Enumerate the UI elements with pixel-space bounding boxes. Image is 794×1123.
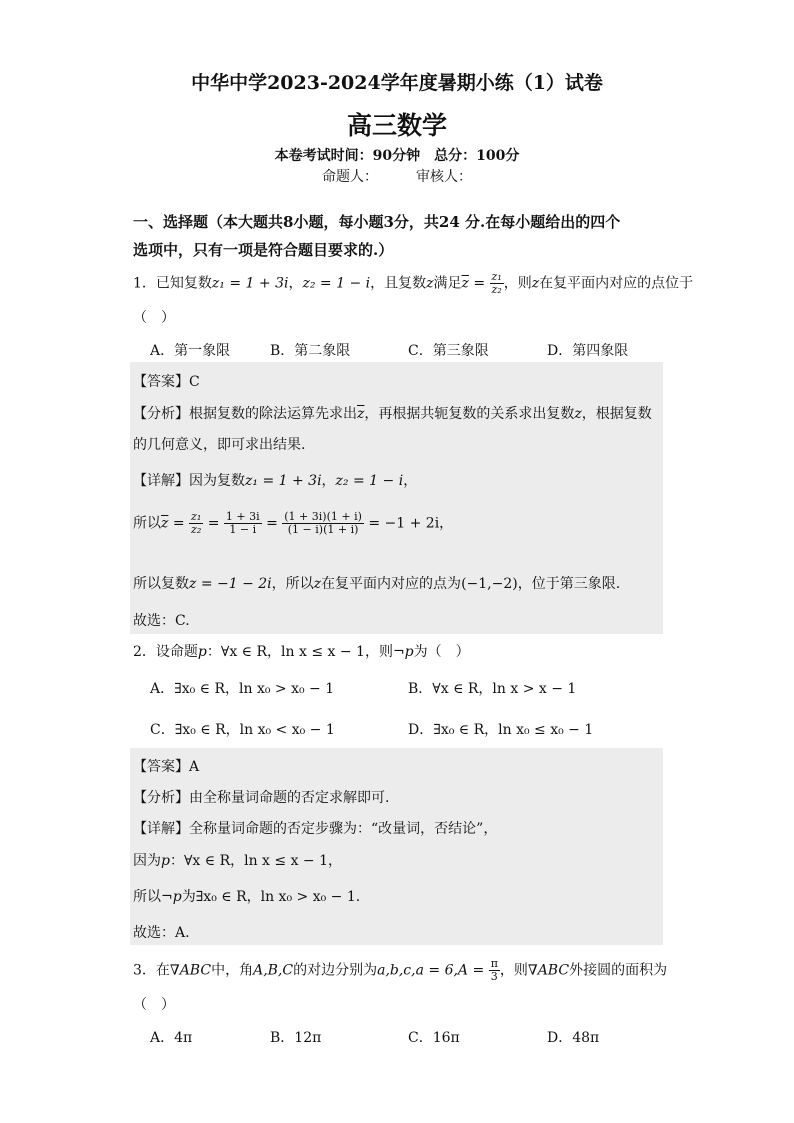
q1-paren: （ ）	[133, 310, 175, 326]
q1-analysis: 【分析】根据复数的除法运算先求出$\overline{z}$，再根据共轭复数的关系求出复数z，根据复数	[133, 406, 652, 422]
exam-info	[0, 145, 794, 165]
q3-stem: 3．在∇ABC中，角A,B,C的对边分别为a,b,c,a = 6,A = $\frac{\pi}{3}$ ，则∇ABC外接圆的面积为	[133, 957, 668, 983]
setter-label: 命题人：	[322, 169, 378, 185]
exam-subject: 高三数学	[346, 111, 447, 140]
q2-answer: 【答案】A	[133, 759, 200, 775]
exam-total: 总分：100分	[434, 148, 520, 164]
q3-option-c: C．16π	[408, 1030, 460, 1046]
q1-stem: 1．已知复数z₁ = 1 + 3i，z₂ = 1 − i，且复数z满足$\overline{z}$ = $\frac{\text{z₁}}{\text{z₂}}$ ，则z在复平面内对应的点位于	[133, 270, 694, 296]
q2-option-c: C．∃x₀ ∈ R，ln x₀ < x₀ − 1	[150, 722, 335, 738]
q3-fraction: $\frac{\pi}{3}$	[490, 957, 498, 983]
q2-option-d: D．∃x₀ ∈ R，ln x₀ ≤ x₀ − 1	[408, 722, 594, 738]
q1-detail: 【详解】因为复数z₁ = 1 + 3i，z₂ = 1 − i，	[133, 473, 418, 489]
q1-fraction: $\frac{\text{z₁}}{\text{z₂}}$	[491, 270, 502, 296]
q1-calculation: 所以$\overline{z}$ = $\frac{\text{z₁}}{\text{z₂}}$ = $\frac{1 + 3i}{1 - i}$ = $\frac{(1 + 3i)(1 + i)}{(1 - i)(1 + i)}$ = −1 + 2i，	[133, 510, 454, 536]
q2-so: 所以¬p为∃x₀ ∈ R，ln x₀ > x₀ − 1.	[133, 889, 361, 905]
exam-title: 中华中学2023-2024学年度暑期小练（1）试卷	[191, 72, 603, 94]
q1-option-c: C．第三象限	[408, 343, 489, 359]
q1-analysis-cont: 的几何意义，即可求出结果.	[133, 437, 306, 453]
q1-option-a: A．第一象限	[150, 343, 231, 359]
q2-solution-box	[130, 748, 663, 945]
q1-conclusion: 所以复数z = −1 − 2i，所以z在复平面内对应的点为(−1,−2)，位于第三象限.	[133, 576, 621, 592]
q1-option-b: B．第二象限	[270, 343, 351, 359]
section-heading-line1: 一、选择题（本大题共8小题，每小题3分，共24 分.在每小题给出的四个	[133, 213, 621, 231]
q2-detail: 【详解】全称量词命题的否定步骤为：“改量词，否结论”，	[133, 821, 498, 837]
reviewer-label: 审核人：	[416, 169, 472, 185]
section-heading-line2: 选项中，只有一项是符合题目要求的.）	[133, 241, 394, 259]
section-heading	[133, 208, 673, 264]
exam-staff	[0, 166, 794, 186]
z-conjugate: $\overline{z}$	[461, 275, 469, 292]
q2-choice: 故选：A.	[133, 925, 190, 941]
q1-choice: 故选：C.	[133, 613, 190, 629]
q2-option-a: A．∃x₀ ∈ R，ln x₀ > x₀ − 1	[150, 681, 335, 697]
exam-time: 本卷考试时间：90分钟	[274, 148, 421, 164]
q1-answer: 【答案】C	[133, 374, 200, 390]
q3-paren: （ ）	[133, 997, 175, 1013]
q2-analysis: 【分析】由全称量词命题的否定求解即可.	[133, 790, 390, 806]
q3-option-a: A．4π	[150, 1030, 193, 1046]
q3-option-b: B．12π	[270, 1030, 322, 1046]
q3-option-d: D．48π	[547, 1030, 600, 1046]
q1-option-d: D．第四象限	[547, 343, 629, 359]
q2-stem: 2．设命题p：∀x ∈ R，ln x ≤ x − 1，则¬p为（ ）	[133, 644, 470, 660]
q2-because: 因为p：∀x ∈ R，ln x ≤ x − 1，	[133, 853, 343, 869]
q2-option-b: B．∀x ∈ R，ln x > x − 1	[408, 681, 577, 697]
